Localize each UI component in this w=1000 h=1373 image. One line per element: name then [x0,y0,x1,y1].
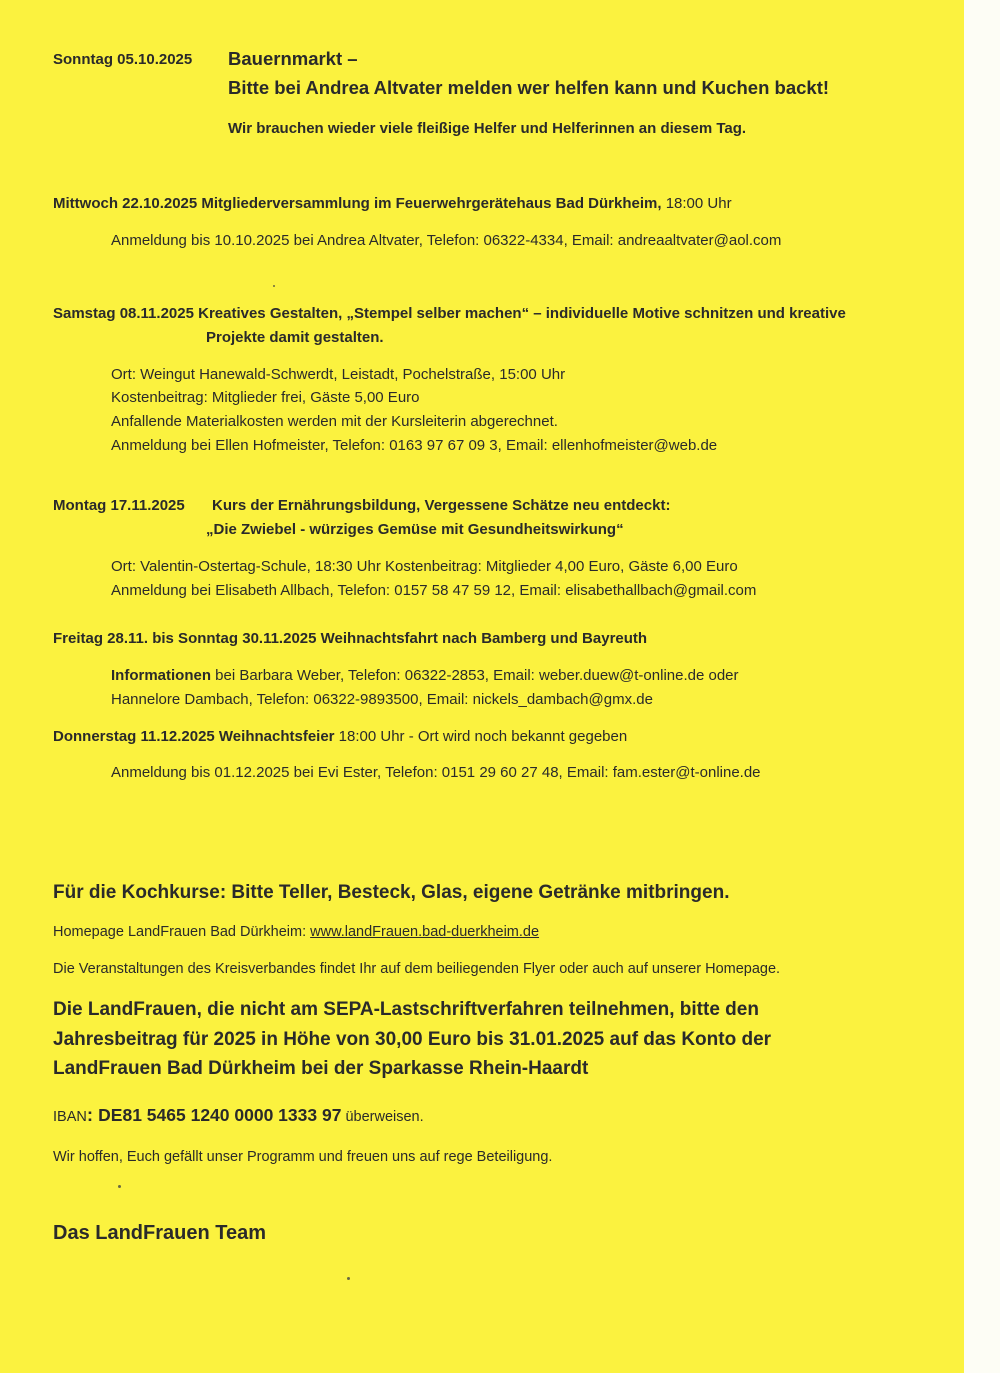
kreatives-heading: Samstag 08.11.2025 Kreatives Gestalten, „Stempel selber machen“ – individuelle Motive schnitzen und kreative [53,305,846,322]
sepa-line-2: Jahresbeitrag für 2025 in Höhe von 30,00 Euro bis 31.01.2025 auf das Konto der [53,1029,772,1050]
homepage-label: Homepage LandFrauen Bad Dürkheim: [53,924,311,940]
ernaehrung-ort: Ort: Valentin-Ostertag-Schule, 18:30 Uhr Kostenbeitrag: Mitglieder 4,00 Euro, Gäste 6,00 Euro [111,558,738,575]
weihnachtsfeier-heading [53,728,627,745]
homepage-line [53,924,539,940]
scan-speck [118,1185,121,1188]
mitgliederversammlung-heading [53,195,732,212]
sepa-line-3: LandFrauen Bad Dürkheim bei der Sparkasse Rhein-Haardt [53,1058,589,1079]
sepa-line-1: Die LandFrauen, die nicht am SEPA-Lastschriftverfahren teilnehmen, bitte den [53,999,759,1020]
signature: Das LandFrauen Team [53,1222,267,1244]
weihnachtsfahrt-info-label: Informationen [111,667,211,684]
weihnachtsfahrt-heading: Freitag 28.11. bis Sonntag 30.11.2025 Weihnachtsfahrt nach Bamberg und Bayreuth [53,630,648,647]
weihnachtsfahrt-info [111,667,739,684]
kreatives-anmeldung: Anmeldung bei Ellen Hofmeister, Telefon: 0163 97 67 09 3, Email: ellenhofmeister@web.de [111,437,718,454]
kreatives-material: Anfallende Materialkosten werden mit der Kursleiterin abgerechnet. [111,413,558,430]
kreatives-kosten: Kostenbeitrag: Mitglieder frei, Gäste 5,00 Euro [111,389,420,406]
iban-suffix: überweisen. [341,1109,424,1125]
bauernmarkt-helpers-note: Wir brauchen wieder viele fleißige Helfer und Helferinnen an diesem Tag. [228,120,747,137]
ernaehrung-anmeldung: Anmeldung bei Elisabeth Allbach, Telefon: 0157 58 47 59 12, Email: elisabethallbach@gmail.com [111,582,757,599]
weihnachtsfeier-anmeldung: Anmeldung bis 01.12.2025 bei Evi Ester, Telefon: 0151 29 60 27 48, Email: fam.ester@t-online.de [111,764,761,781]
iban-label: IBAN [53,1109,87,1125]
weihnachtsfeier-rest: 18:00 Uhr - Ort wird noch bekannt gegeben [334,728,628,745]
iban-line [53,1104,424,1126]
iban-colon: : [86,1104,99,1125]
ernaehrung-subtitle: „Die Zwiebel - würziges Gemüse mit Gesundheitswirkung“ [206,521,624,538]
ernaehrung-date: Montag 17.11.2025 [53,497,185,514]
scan-speck [347,1277,350,1280]
ernaehrung-title: Kurs der Ernährungsbildung, Vergessene Schätze neu entdeckt: [212,497,671,514]
hoffnung-note: Wir hoffen, Euch gefällt unser Programm und freuen uns auf rege Beteiligung. [53,1149,553,1165]
mitgliederversammlung-time: 18:00 Uhr [661,195,732,212]
weihnachtsfahrt-info-text: bei Barbara Weber, Telefon: 06322-2853, Email: weber.duew@t-online.de oder [211,667,739,684]
bauernmarkt-title: Bauernmarkt – [228,48,358,69]
bauernmarkt-date: Sonntag 05.10.2025 [53,51,193,68]
kochkurse-note: Für die Kochkurse: Bitte Teller, Besteck, Glas, eigene Getränke mitbringen. [53,882,730,903]
scan-speck [273,285,275,287]
kreatives-ort: Ort: Weingut Hanewald-Schwerdt, Leistadt, Pochelstraße, 15:00 Uhr [111,366,566,383]
mitgliederversammlung-title: Mittwoch 22.10.2025 Mitgliederversammlung im Feuerwehrgerätehaus Bad Dürkheim, [53,195,662,212]
weihnachtsfahrt-info-line2: Hannelore Dambach, Telefon: 06322-9893500, Email: nickels_dambach@gmx.de [111,691,653,708]
weihnachtsfeier-title: Donnerstag 11.12.2025 Weihnachtsfeier [53,728,335,745]
kreatives-heading-continued: Projekte damit gestalten. [206,329,384,346]
bauernmarkt-helpers-request: Bitte bei Andrea Altvater melden wer helfen kann und Kuchen backt! [228,77,830,98]
scan-edge [964,0,1000,1373]
homepage-link[interactable]: www.landFrauen.bad-duerkheim.de [310,924,540,940]
kreisverband-note: Die Veranstaltungen des Kreisverbandes findet Ihr auf dem beiliegenden Flyer oder auch auf unserer Homepage. [53,961,781,977]
iban-value: DE81 5465 1240 0000 1333 97 [98,1105,342,1125]
mitgliederversammlung-anmeldung: Anmeldung bis 10.10.2025 bei Andrea Altvater, Telefon: 06322-4334, Email: andreaaltvater@aol.com [111,232,782,249]
